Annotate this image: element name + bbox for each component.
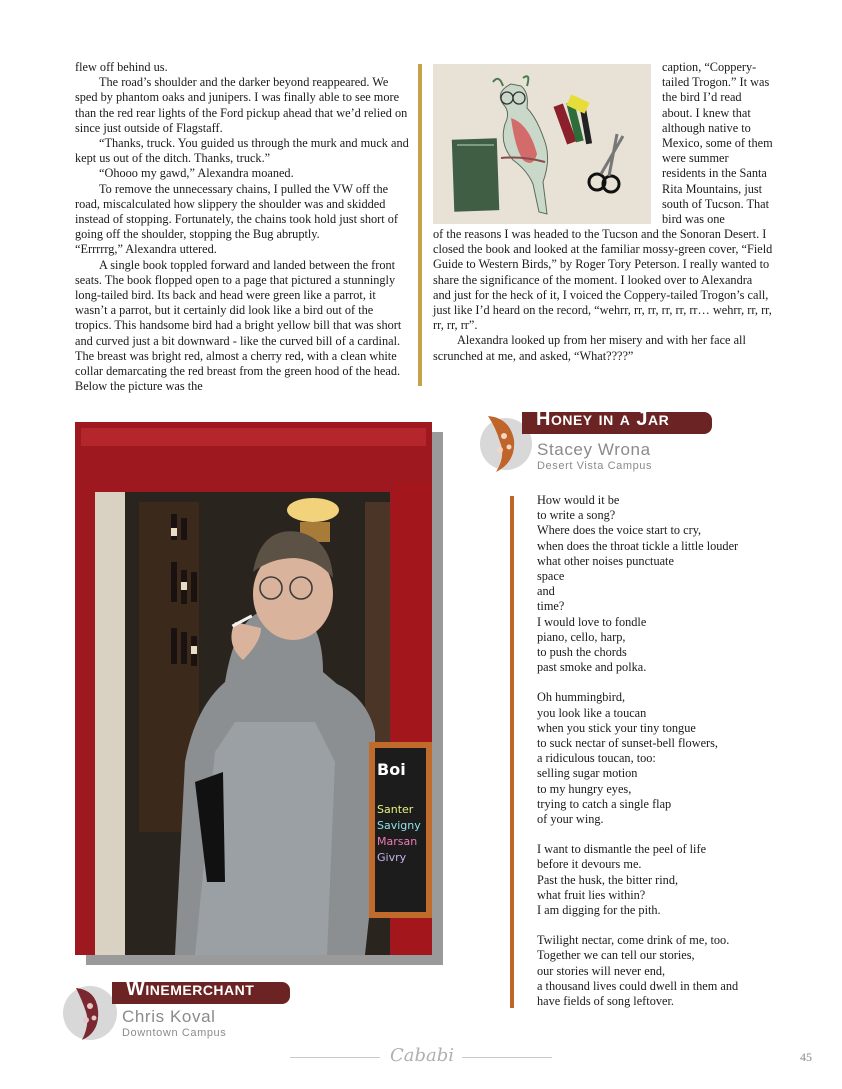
poem-line: past smoke and polka. xyxy=(537,660,647,675)
story-paragraph: “Errrrrg,” Alexandra uttered. xyxy=(75,242,217,257)
chalkboard-line: Marsan xyxy=(377,835,418,848)
story-paragraph: “Ohooo my gawd,” Alexandra moaned. xyxy=(99,166,294,181)
poem-line: what fruit lies within? xyxy=(537,887,646,902)
poem-line: a ridiculous toucan, too: xyxy=(537,751,656,766)
poem-line: Oh hummingbird, xyxy=(537,690,626,705)
poem-line: piano, cello, harp, xyxy=(537,629,626,644)
poem-line: and xyxy=(537,584,555,599)
story-paragraph: To remove the unnecessary chains, I pulled the VW off the road, miscalculated how slippery the shoulder was and skidded instead of stopping. Fortunately, the chains took hold just short of going off the shoulder, stopping the Bug abruptly. xyxy=(75,181,398,242)
poem-body xyxy=(537,493,777,1024)
poem-campus: Desert Vista Campus xyxy=(537,460,653,472)
chalkboard-line: Boi xyxy=(377,760,406,779)
title-banner xyxy=(112,978,290,1004)
poem-line: trying to catch a single flap xyxy=(537,796,672,811)
chalkboard-menu xyxy=(377,762,427,866)
story-paragraph: “Thanks, truck. You guided us through the murk and muck and kept us out of the ditch. Thanks, truck.” xyxy=(75,136,409,166)
orange-divider xyxy=(510,496,514,1008)
page-number: 45 xyxy=(800,1050,812,1064)
poem-line: to push the chords xyxy=(537,645,627,660)
story-paragraph: A single book toppled forward and landed between the front seats. The book flopped open to a page that pictured a stunningly long-tailed bird. Its back and head were green like a parrot, it wasn’t a parrot, but it certainly did look like a bird out of the tropics. This handsome bird had a bright yellow bill that was short and curved just a bit downward - like the curved bill of a cardinal. The breast was bright red, almost a cherry red, with a clean white collar demarcating the red breast from the green hood of the head. Below the picture was the xyxy=(75,257,402,394)
photo-credit xyxy=(122,1007,226,1039)
poem-line: to write a song? xyxy=(537,508,616,523)
photo-campus: Downtown Campus xyxy=(122,1027,227,1039)
story-paragraph: Alexandra looked up from her misery and with her face all scrunched at me, and asked, “What????” xyxy=(433,333,746,363)
gold-divider xyxy=(418,64,422,386)
story-right-narrow-column xyxy=(662,60,774,227)
story-paragraph: flew off behind us. xyxy=(75,60,168,74)
footer-rule xyxy=(462,1057,552,1058)
winemerchant-photo-image xyxy=(75,422,432,955)
poem-line: Together we can tell our stories, xyxy=(537,948,695,963)
poem-line: you look like a toucan xyxy=(537,705,647,720)
trogon-drawing-illustration xyxy=(433,64,651,224)
winemerchant-photo xyxy=(75,422,432,955)
chalkboard-line: Savigny xyxy=(377,819,421,832)
poem-stanza xyxy=(537,933,777,1009)
poem-line: of your wing. xyxy=(537,812,604,827)
poem-line: when does the throat tickle a little louder xyxy=(537,538,739,553)
poem-stanza xyxy=(537,842,777,918)
poem-line: what other noises punctuate xyxy=(537,553,674,568)
poem-line: Where does the voice start to cry, xyxy=(537,523,702,538)
footer-logo: Cababi xyxy=(390,1045,455,1066)
poem-line: I want to dismantle the peel of life xyxy=(537,842,707,857)
poem-line: space xyxy=(537,569,565,584)
poem-line: our stories will never end, xyxy=(537,963,666,978)
photo-author: Chris Koval xyxy=(122,1007,216,1026)
story-right-wide-column xyxy=(433,227,773,364)
poem-line: time? xyxy=(537,599,565,614)
story-left-column xyxy=(75,60,409,394)
footer-rule xyxy=(290,1057,380,1058)
poem-line: Past the husk, the bitter rind, xyxy=(537,872,679,887)
poem-title: Honey in a Jar xyxy=(536,408,670,430)
poem-stanza xyxy=(537,493,777,675)
poem-credit xyxy=(537,440,652,472)
photo-title: Winemerchant xyxy=(126,978,255,1000)
story-paragraph: The road’s shoulder and the darker beyond reappeared. We sped by phantom oaks and junipers. I was finally able to see more than the red rear lights of the Ford pickup ahead that we’d relied on since just outside of Flagstaff. xyxy=(75,75,408,135)
gecko-logo-icon xyxy=(60,980,120,1051)
poem-author: Stacey Wrona xyxy=(537,440,651,459)
poem-line: before it devours me. xyxy=(537,857,642,872)
story-paragraph: of the reasons I was headed to the Tucson and the Sonoran Desert. I closed the book and looked at the familiar mossy-green cover, “Field Guide to Western Birds,” by Roger Tory Peterson. I really wanted to share the significance of the moment. I looked over to Alexandra and just for the heck of it, I voiced the Coppery-tailed Trogon’s call, just like I’d heard on the record, “wehrr, rr, rr, rr, rr, rr… wehrr, rr, rr, rr, rr, rr”. xyxy=(433,227,773,333)
chalkboard-line: Givry xyxy=(377,851,407,864)
poem-line: I am digging for the pith. xyxy=(537,903,661,918)
poem-stanza xyxy=(537,690,777,827)
poem-line: when you stick your tiny tongue xyxy=(537,720,696,735)
poem-line: selling sugar motion xyxy=(537,766,638,781)
poem-line: How would it be xyxy=(537,493,620,507)
story-paragraph: caption, “Coppery-tailed Trogon.” It was the bird I’d read about. I knew that although native to Mexico, some of them were summer residents in the Santa Rita Mountains, just south of Tucson. That bird was one xyxy=(662,60,773,227)
poem-line: to my hungry eyes, xyxy=(537,781,632,796)
trogon-drawing-photo xyxy=(433,64,651,224)
poem-line: Twilight nectar, come drink of me, too. xyxy=(537,933,730,948)
poem-line: a thousand lives could dwell in them and xyxy=(537,978,739,993)
poem-line: I would love to fondle xyxy=(537,614,647,629)
poem-line: to suck nectar of sunset-bell flowers, xyxy=(537,736,718,751)
title-banner xyxy=(522,408,712,434)
chalkboard-line: Santer xyxy=(377,803,414,816)
poem-line: have fields of song leftover. xyxy=(537,994,674,1009)
